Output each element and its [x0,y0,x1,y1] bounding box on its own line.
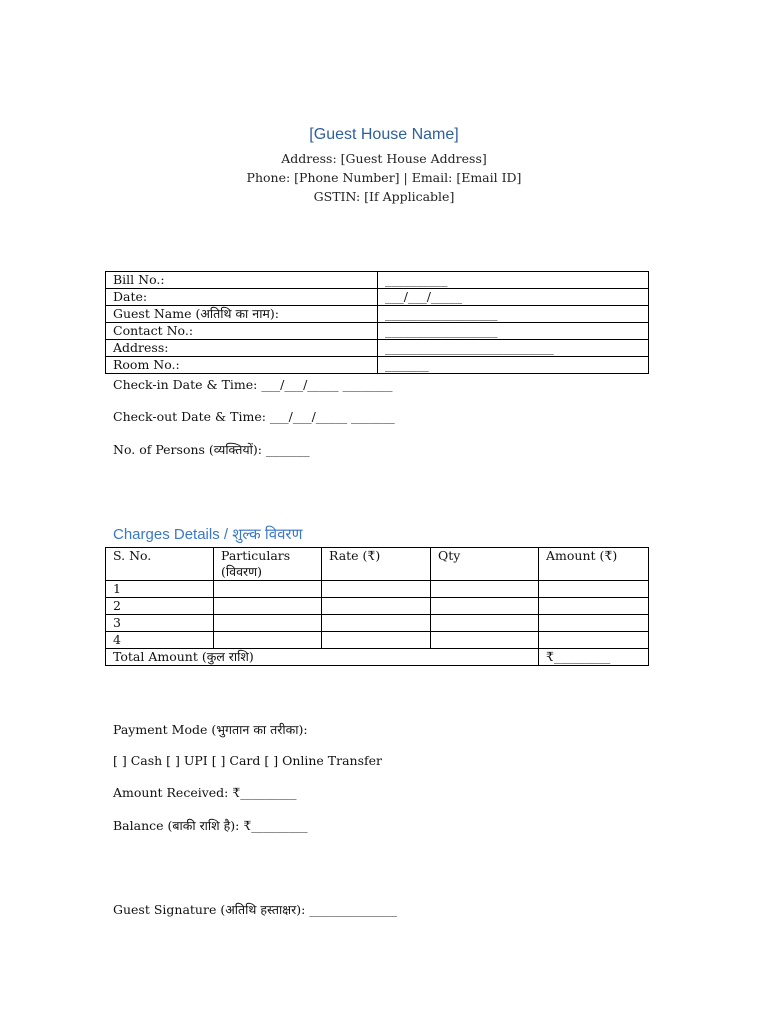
column-header: Rate (₹) [322,548,431,581]
table-row [106,598,649,615]
table-row [106,306,649,323]
cell[interactable] [322,615,431,632]
checkin-line[interactable]: Check-in Date & Time: ___/___/_____ ________ [113,377,393,392]
row-number: 1 [106,581,214,598]
table-row [106,340,649,357]
persons-line[interactable]: No. of Persons (व्यक्तियों): _______ [113,442,310,457]
field-label: Contact No.: [106,323,378,340]
cell[interactable] [539,615,649,632]
payment-options[interactable]: [ ] Cash [ ] UPI [ ] Card [ ] Online Transfer [113,753,383,768]
field-label: Room No.: [106,357,378,374]
cell[interactable] [431,581,539,598]
field-value[interactable]: _______ [378,357,649,374]
cell[interactable] [322,598,431,615]
table-row [106,581,649,598]
field-value[interactable]: __________ [378,272,649,289]
column-header: Amount (₹) [539,548,649,581]
cell[interactable] [214,598,322,615]
field-label: Bill No.: [106,272,378,289]
cell[interactable] [539,598,649,615]
table-header-row [106,548,649,581]
cell[interactable] [431,632,539,649]
guest-house-name: [Guest House Name] [309,126,459,143]
balance-line[interactable]: Balance (बाकी राशि है): ₹_________ [113,818,308,833]
cell[interactable] [539,581,649,598]
charges-heading: Charges Details / शुल्क विवरण [113,526,303,543]
field-value[interactable]: __________________ [378,306,649,323]
address-line: Address: [Guest House Address] [281,151,487,166]
charges-table [105,547,649,666]
table-row [106,323,649,340]
column-header: Qty [431,548,539,581]
table-row [106,272,649,289]
cell[interactable] [214,581,322,598]
table-row [106,357,649,374]
field-label: Address: [106,340,378,357]
cell[interactable] [431,598,539,615]
checkout-line[interactable]: Check-out Date & Time: ___/___/_____ _______ [113,409,395,424]
field-label: Date: [106,289,378,306]
column-header: S. No. [106,548,214,581]
amount-received-line[interactable]: Amount Received: ₹_________ [113,785,297,800]
total-row [106,649,649,666]
table-row [106,632,649,649]
total-label: Total Amount (कुल राशि) [106,649,539,666]
gstin-line: GSTIN: [If Applicable] [313,189,455,204]
row-number: 4 [106,632,214,649]
row-number: 2 [106,598,214,615]
table-row [106,615,649,632]
field-value[interactable]: ___________________________ [378,340,649,357]
field-value[interactable]: __________________ [378,323,649,340]
bill-info-table [105,271,649,374]
cell[interactable] [539,632,649,649]
payment-mode-label: Payment Mode (भुगतान का तरीका): [113,722,308,737]
column-header: Particulars (विवरण) [214,548,322,581]
cell[interactable] [322,632,431,649]
field-label: Guest Name (अतिथि का नाम): [106,306,378,323]
total-value[interactable]: ₹_________ [539,649,649,666]
cell[interactable] [322,581,431,598]
cell[interactable] [214,615,322,632]
table-row [106,289,649,306]
field-value[interactable]: ___/___/_____ [378,289,649,306]
guest-signature-line[interactable]: Guest Signature (अतिथि हस्ताक्षर): ______________ [113,902,397,917]
cell[interactable] [214,632,322,649]
row-number: 3 [106,615,214,632]
cell[interactable] [431,615,539,632]
phone-email-line: Phone: [Phone Number] | Email: [Email ID] [246,170,522,185]
